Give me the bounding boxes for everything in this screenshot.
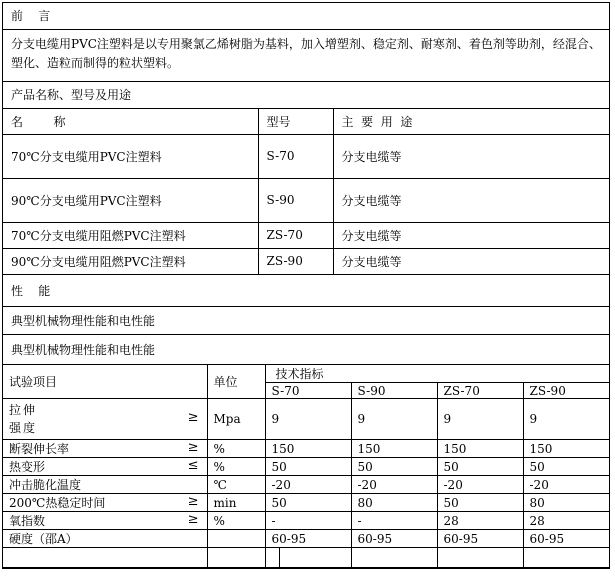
product-use: 分支电缆等: [333, 222, 609, 248]
spec-value: 150: [265, 440, 351, 458]
spec-value: 50: [351, 458, 437, 476]
product-name: 70℃分支电缆用阻燃PVC注塑料: [3, 222, 258, 248]
comparator: ≤: [187, 458, 199, 473]
model-header: ZS-70: [437, 383, 523, 399]
spec-value: 80: [523, 494, 609, 512]
comparator: ≥: [187, 512, 199, 527]
product-name: 90℃分支电缆用PVC注塑料: [3, 178, 258, 222]
spec-unit: [207, 530, 265, 548]
spec-unit: %: [207, 512, 265, 530]
spec-value: 50: [437, 494, 523, 512]
spec-value: 50: [265, 458, 351, 476]
performance-subheading-1: 典型机械物理性能和电性能: [2, 306, 610, 334]
spec-value: -20: [523, 476, 609, 494]
blank-cell: [265, 548, 279, 568]
spec-value: 9: [437, 399, 523, 440]
spec-value: 80: [351, 494, 437, 512]
blank-cell: [279, 548, 351, 568]
comparator: ≥: [187, 494, 199, 509]
spec-value: -: [265, 512, 351, 530]
spec-row: [3, 494, 609, 512]
foreword-heading: 前 言: [2, 2, 610, 29]
spec-value: -20: [437, 476, 523, 494]
model-header: S-70: [265, 383, 351, 399]
document: [2, 2, 610, 569]
product-model: S-90: [258, 178, 333, 222]
spec-unit: Mpa: [207, 399, 265, 440]
performance-heading: 性 能: [2, 274, 610, 306]
spec-unit: %: [207, 440, 265, 458]
spec-item-label: 冲击脆化温度: [9, 478, 82, 492]
spec-item-label: 200℃热稳定时间: [9, 496, 106, 510]
product-row: [3, 134, 609, 178]
spec-item: [3, 476, 207, 494]
blank-cell: [437, 548, 523, 568]
product-model: ZS-70: [258, 222, 333, 248]
spec-unit: min: [207, 494, 265, 512]
spec-value: 50: [523, 458, 609, 476]
spec-item-label: 氧指数: [9, 514, 46, 528]
blank-cell: [3, 548, 207, 568]
spec-item-label: 拉伸强度: [9, 403, 38, 435]
col-use: 主 要 用 途: [333, 109, 609, 134]
col-name: 名 称: [3, 109, 258, 134]
model-header: S-90: [351, 383, 437, 399]
product-model: ZS-90: [258, 248, 333, 274]
spec-value: -20: [265, 476, 351, 494]
spec-value: 60-95: [351, 530, 437, 548]
product-use: 分支电缆等: [333, 134, 609, 178]
col-tech-spec: 技术指标: [265, 365, 609, 383]
spec-row: [3, 476, 609, 494]
blank-cell: [523, 548, 609, 568]
spec-value: 9: [523, 399, 609, 440]
product-name: 70℃分支电缆用PVC注塑料: [3, 134, 258, 178]
spec-value: 150: [437, 440, 523, 458]
spec-value: 50: [265, 494, 351, 512]
spec-row: [3, 440, 609, 458]
products-header-row: [3, 109, 609, 134]
foreword-text: 分支电缆用PVC注塑料是以专用聚氯乙烯树脂为基料，加入增塑剂、稳定剂、耐寒剂、着色剂等助剂，经混合、塑化、造粒而制得的粒状塑料。: [2, 29, 610, 81]
col-model: 型号: [258, 109, 333, 134]
product-use: 分支电缆等: [333, 178, 609, 222]
spec-item-label: 硬度（邵A）: [9, 532, 78, 546]
spec-unit: %: [207, 458, 265, 476]
product-row: [3, 248, 609, 274]
performance-subheading-2: 典型机械物理性能和电性能: [2, 334, 610, 364]
products-heading: 产品名称、型号及用途: [2, 81, 610, 108]
products-table: [3, 109, 609, 274]
spec-value: 28: [437, 512, 523, 530]
spec-value: 60-95: [265, 530, 351, 548]
product-row: [3, 178, 609, 222]
spec-row: [3, 399, 609, 440]
col-unit: 单位: [207, 365, 265, 399]
spec-value: 28: [523, 512, 609, 530]
spec-value: 60-95: [523, 530, 609, 548]
col-test-item: 试验项目: [3, 365, 207, 399]
spec-item-label: 热变形: [9, 460, 46, 474]
specs-header-row: [3, 365, 609, 383]
product-name: 90℃分支电缆用阻燃PVC注塑料: [3, 248, 258, 274]
spec-item-label: 断裂伸长率: [9, 442, 70, 456]
blank-cell: [207, 548, 265, 568]
spec-row: [3, 458, 609, 476]
spec-unit: ℃: [207, 476, 265, 494]
product-row: [3, 222, 609, 248]
spec-value: 9: [265, 399, 351, 440]
spec-value: -: [351, 512, 437, 530]
product-model: S-70: [258, 134, 333, 178]
spec-value: 50: [437, 458, 523, 476]
spec-item: [3, 530, 207, 548]
specs-table-wrap: [2, 364, 610, 569]
products-table-wrap: [2, 108, 610, 274]
spec-row: [3, 512, 609, 530]
spec-item: [3, 512, 207, 530]
spec-value: 60-95: [437, 530, 523, 548]
spec-item: [3, 440, 207, 458]
model-header: ZS-90: [523, 383, 609, 399]
spec-item: [3, 458, 207, 476]
specs-table: [3, 365, 609, 568]
spec-row: [3, 530, 609, 548]
spec-item: [3, 399, 207, 440]
spec-value: 150: [523, 440, 609, 458]
product-use: 分支电缆等: [333, 248, 609, 274]
spec-blank-row: [3, 548, 609, 568]
comparator: ≥: [187, 410, 199, 425]
spec-item: [3, 494, 207, 512]
blank-cell: [351, 548, 437, 568]
spec-value: 150: [351, 440, 437, 458]
comparator: ≥: [187, 440, 199, 455]
spec-value: -20: [351, 476, 437, 494]
spec-value: 9: [351, 399, 437, 440]
